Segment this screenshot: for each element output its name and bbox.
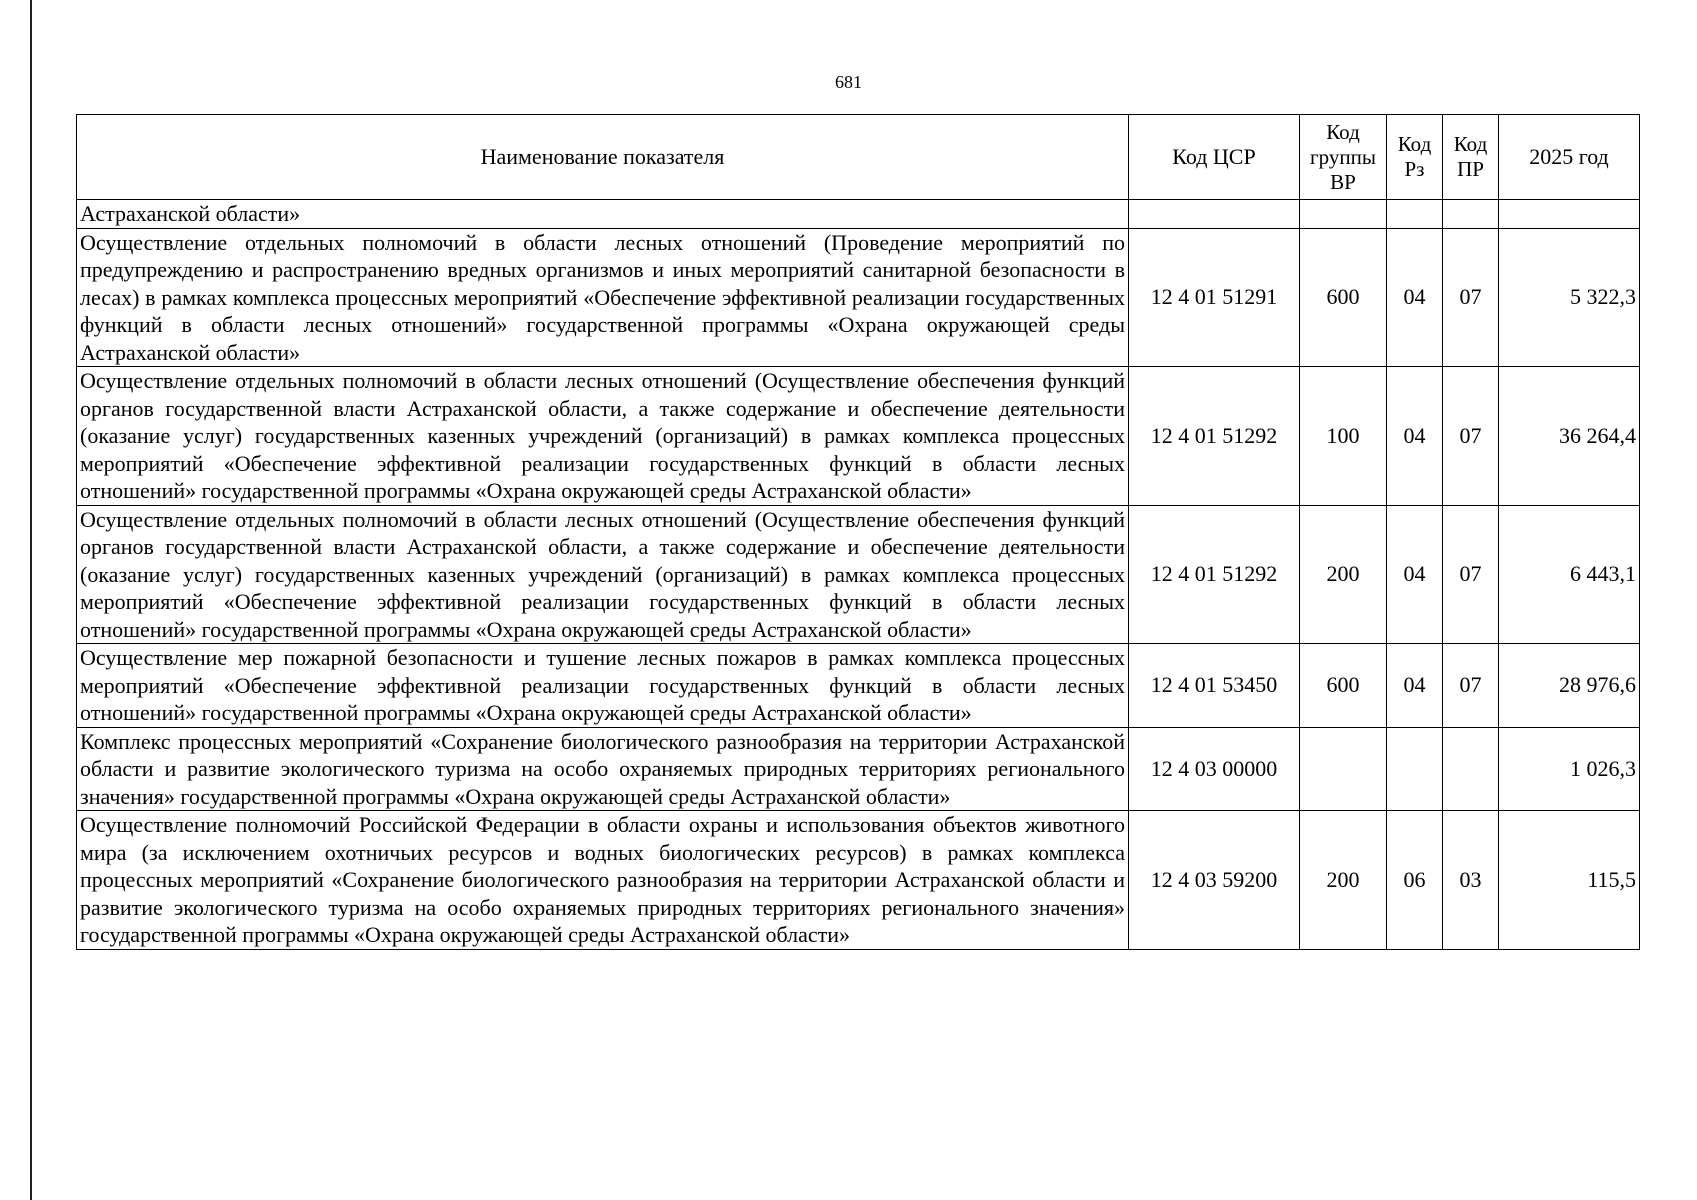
row-rz: 06 bbox=[1387, 811, 1443, 950]
header-pr-code: Код ПР bbox=[1443, 115, 1499, 200]
row-rz bbox=[1387, 727, 1443, 811]
row-name: Осуществление отдельных полномочий в области лесных отношений (Проведение мероприятий по предупреждению и распространению вредных организмов и иных мероприятий санитарной безопасности в лесах) в рамках комплекса процессных мероприятий «Обеспечение эффективной реализации государственных функций в области лесных отношений» государственной программы «Охрана окружающей среды Астраханской области» bbox=[77, 228, 1129, 367]
row-csr: 12 4 01 51292 bbox=[1129, 367, 1300, 506]
row-csr: 12 4 01 53450 bbox=[1129, 644, 1300, 728]
row-csr: 12 4 01 51292 bbox=[1129, 505, 1300, 644]
row-rz: 04 bbox=[1387, 644, 1443, 728]
row-amount: 28 976,6 bbox=[1499, 644, 1640, 728]
table-header-row bbox=[77, 115, 1640, 200]
table-row bbox=[77, 644, 1640, 728]
header-year-2025: 2025 год bbox=[1499, 115, 1640, 200]
row-vr bbox=[1300, 727, 1387, 811]
row-pr: 03 bbox=[1443, 811, 1499, 950]
table-row bbox=[77, 367, 1640, 506]
row-amount bbox=[1499, 200, 1640, 229]
row-amount: 5 322,3 bbox=[1499, 228, 1640, 367]
row-pr: 07 bbox=[1443, 644, 1499, 728]
header-rz-code: Код Рз bbox=[1387, 115, 1443, 200]
binding-margin-line bbox=[30, 0, 32, 1200]
row-name: Осуществление мер пожарной безопасности и тушение лесных пожаров в рамках комплекса процессных мероприятий «Обеспечение эффективной реализации государственных функций в области лесных отношений» государственной программы «Охрана окружающей среды Астраханской области» bbox=[77, 644, 1129, 728]
row-amount: 6 443,1 bbox=[1499, 505, 1640, 644]
row-name: Осуществление отдельных полномочий в области лесных отношений (Осуществление обеспечения функций органов государственной власти Астраханской области, а также содержание и обеспечение деятельности (оказание услуг) государственных казенных учреждений (организаций) в рамках комплекса процессных мероприятий «Обеспечение эффективной реализации государственных функций в области лесных отношений» государственной программы «Охрана окружающей среды Астраханской области» bbox=[77, 505, 1129, 644]
row-amount: 1 026,3 bbox=[1499, 727, 1640, 811]
row-rz: 04 bbox=[1387, 505, 1443, 644]
row-name: Осуществление отдельных полномочий в области лесных отношений (Осуществление обеспечения функций органов государственной власти Астраханской области, а также содержание и обеспечение деятельности (оказание услуг) государственных казенных учреждений (организаций) в рамках комплекса процессных мероприятий «Обеспечение эффективной реализации государственных функций в области лесных отношений» государственной программы «Охрана окружающей среды Астраханской области» bbox=[77, 367, 1129, 506]
row-name: Астраханской области» bbox=[77, 200, 1129, 229]
row-vr bbox=[1300, 200, 1387, 229]
row-csr: 12 4 03 00000 bbox=[1129, 727, 1300, 811]
budget-table bbox=[76, 114, 1640, 950]
row-name: Комплекс процессных мероприятий «Сохранение биологического разнообразия на территории Астраханской области и развитие экологического туризма на особо охраняемых природных территориях регионального значения» государственной программы «Охрана окружающей среды Астраханской области» bbox=[77, 727, 1129, 811]
row-vr: 200 bbox=[1300, 811, 1387, 950]
header-indicator-name: Наименование показателя bbox=[77, 115, 1129, 200]
row-pr: 07 bbox=[1443, 367, 1499, 506]
row-name: Осуществление полномочий Российской Федерации в области охраны и использования объектов животного мира (за исключением охотничьих ресурсов и водных биологических ресурсов) в рамках комплекса процессных мероприятий «Сохранение биологического разнообразия на территории Астраханской области и развитие экологического туризма на особо охраняемых природных территориях регионального значения» государственной программы «Охрана окружающей среды Астраханской области» bbox=[77, 811, 1129, 950]
table-row bbox=[77, 200, 1640, 229]
row-csr: 12 4 01 51291 bbox=[1129, 228, 1300, 367]
row-rz: 04 bbox=[1387, 228, 1443, 367]
row-csr: 12 4 03 59200 bbox=[1129, 811, 1300, 950]
row-rz bbox=[1387, 200, 1443, 229]
row-vr: 200 bbox=[1300, 505, 1387, 644]
table-row bbox=[77, 727, 1640, 811]
row-vr: 100 bbox=[1300, 367, 1387, 506]
row-vr: 600 bbox=[1300, 228, 1387, 367]
header-csr-code: Код ЦСР bbox=[1129, 115, 1300, 200]
row-csr bbox=[1129, 200, 1300, 229]
row-pr bbox=[1443, 200, 1499, 229]
page-number: 681 bbox=[835, 72, 862, 92]
row-vr: 600 bbox=[1300, 644, 1387, 728]
table-row bbox=[77, 228, 1640, 367]
row-pr: 07 bbox=[1443, 228, 1499, 367]
row-pr: 07 bbox=[1443, 505, 1499, 644]
row-amount: 115,5 bbox=[1499, 811, 1640, 950]
row-amount: 36 264,4 bbox=[1499, 367, 1640, 506]
table-row bbox=[77, 505, 1640, 644]
row-pr bbox=[1443, 727, 1499, 811]
header-vr-group-code: Код группы ВР bbox=[1300, 115, 1387, 200]
row-rz: 04 bbox=[1387, 367, 1443, 506]
table-row bbox=[77, 811, 1640, 950]
